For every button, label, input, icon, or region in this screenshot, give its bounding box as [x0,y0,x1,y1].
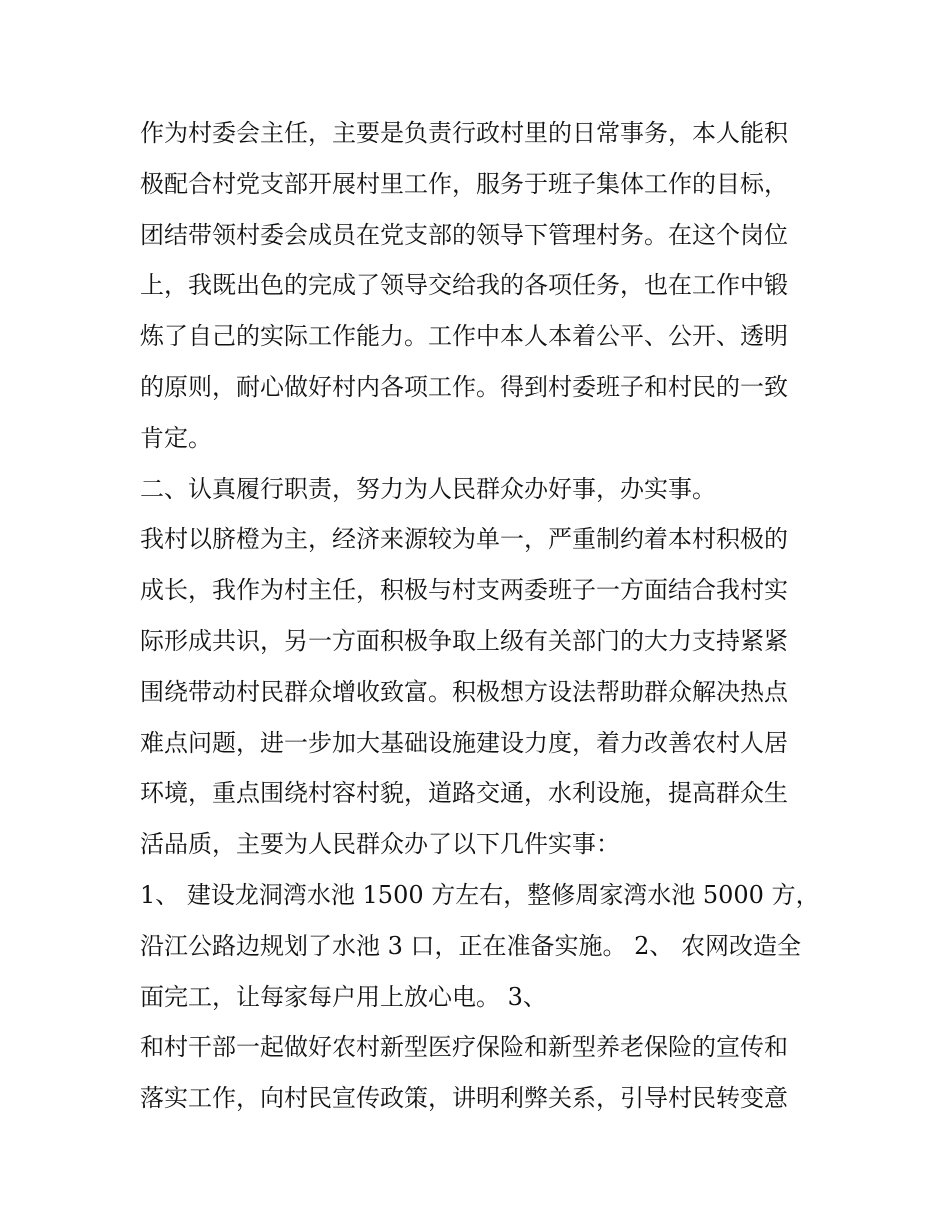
text-line: 活品质，主要为人民群众办了以下几件实事： [140,830,620,859]
text-line: 环境，重点围绕村容村貌，道路交通，水利设施，提高群众生 [140,779,788,808]
list-item-line: 沿江公路边规划了水池 3 口，正在准备实施。 2、 农网改造全 [140,931,802,960]
text-line: 和村干部一起做好农村新型医疗保险和新型养老保险的宣传和 [140,1033,788,1062]
text-line: 的原则，耐心做好村内各项工作。得到村委班子和村民的一致 [140,372,788,401]
list-item-line: 面完工，让每家每户用上放心电。 3、 [140,982,547,1011]
text-line: 难点问题，进一步加大基础设施建设力度，着力改善农村人居 [140,728,788,757]
text-line: 际形成共识，另一方面积极争取上级有关部门的大力支持紧紧 [140,626,788,655]
section-heading: 二、认真履行职责，努力为人民群众办好事，办实事。 [140,474,716,503]
text-line: 团结带领村委会成员在党支部的领导下管理村务。在这个岗位 [140,220,788,249]
text-line: 极配合村党支部开展村里工作，服务于班子集体工作的目标， [140,169,788,198]
text-line: 我村以脐橙为主，经济来源较为单一，严重制约着本村积极的 [140,525,788,554]
text-line: 作为村委会主任，主要是负责行政村里的日常事务，本人能积 [140,119,788,147]
text-line: 上，我既出色的完成了领导交给我的各项任务，也在工作中锻 [140,271,788,300]
text-line: 肯定。 [140,423,212,452]
body-text [140,108,820,1124]
list-item-line: 1、 建设龙洞湾水池 1500 方左右，整修周家湾水池 5000 方， [140,880,820,909]
text-line: 成长，我作为村主任，积极与村支两委班子一方面结合我村实 [140,576,788,605]
text-line: 落实工作，向村民宣传政策，讲明利弊关系，引导村民转变意 [140,1084,788,1113]
text-line: 围绕带动村民群众增收致富。积极想方设法帮助群众解决热点 [140,677,788,706]
text-line: 炼了自己的实际工作能力。工作中本人本着公平、公开、透明 [140,322,788,351]
